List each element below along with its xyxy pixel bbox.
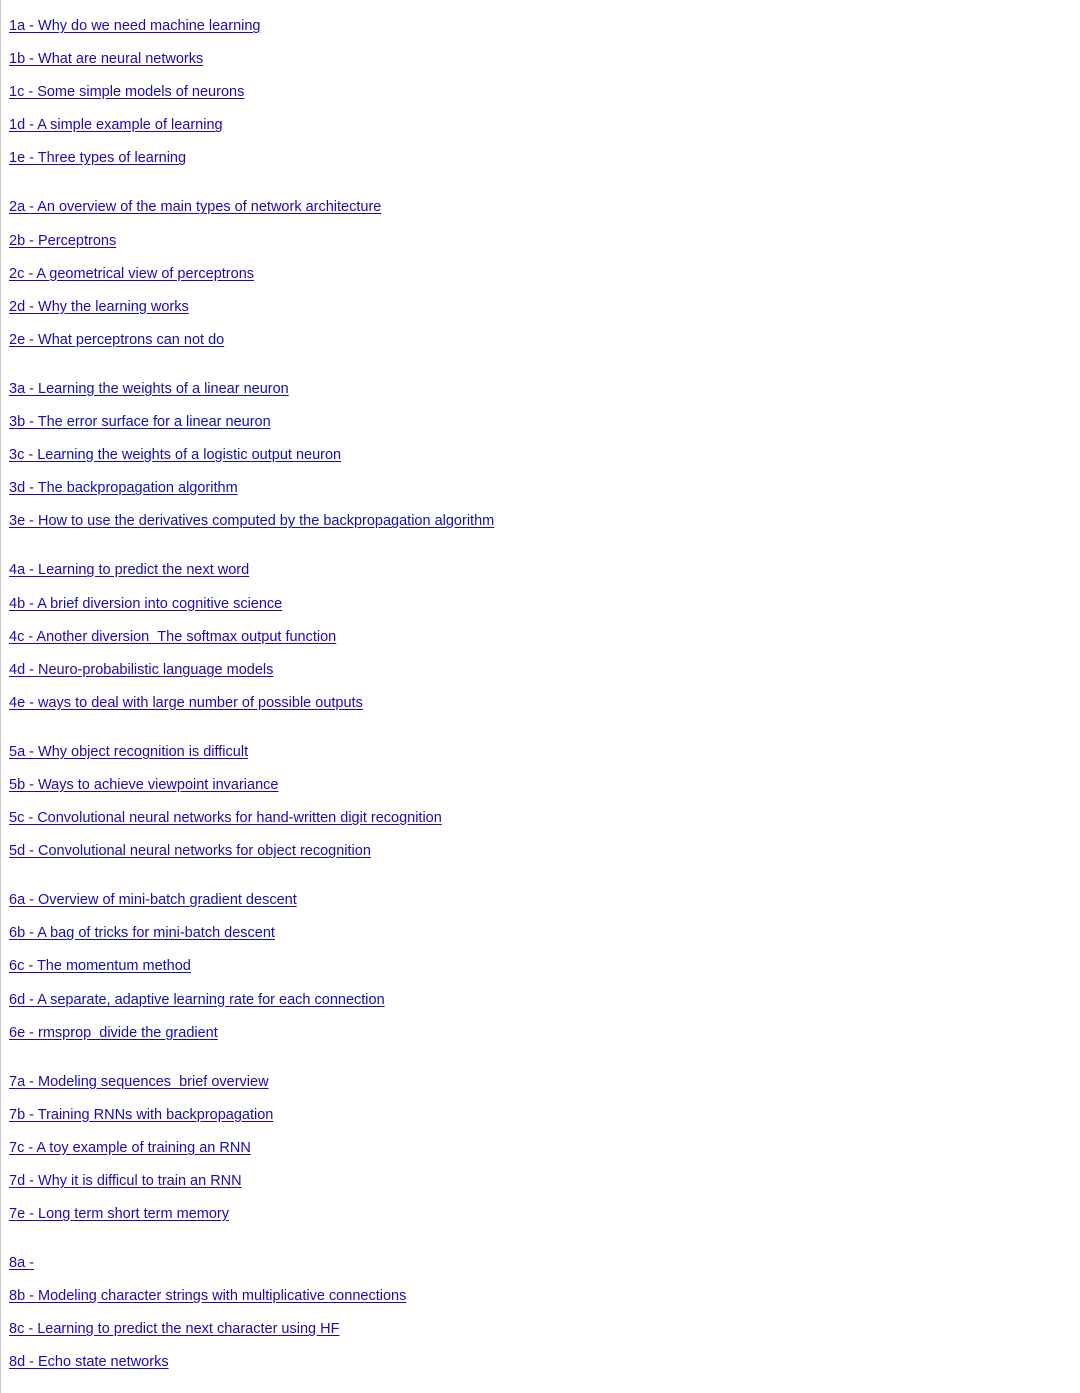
lecture-link-7b[interactable]: 7b - Training RNNs with backpropagation <box>9 1106 274 1123</box>
lecture-link-4b[interactable]: 4b - A brief diversion into cognitive science <box>9 595 283 612</box>
lecture-link-2b[interactable]: 2b - Perceptrons <box>9 232 117 249</box>
lecture-link-8d[interactable]: 8d - Echo state networks <box>9 1354 169 1371</box>
lecture-link-6d[interactable]: 6d - A separate, adaptive learning rate for each connection <box>9 991 385 1008</box>
lecture-link-6e[interactable]: 6e - rmsprop_divide the gradient <box>9 1024 218 1041</box>
lecture-link-5b[interactable]: 5b - Ways to achieve viewpoint invariance <box>9 776 279 793</box>
lecture-link-3e[interactable]: 3e - How to use the derivatives computed by the backpropagation algorithm <box>9 513 495 530</box>
lecture-link-4c[interactable]: 4c - Another diversion_The softmax output function <box>9 628 337 645</box>
lecture-link-2a[interactable]: 2a - An overview of the main types of network architecture <box>9 199 382 216</box>
lecture-group-8 <box>9 1252 494 1384</box>
lecture-link-3a[interactable]: 3a - Learning the weights of a linear neuron <box>9 380 289 397</box>
lecture-link-8b[interactable]: 8b - Modeling character strings with multiplicative connections <box>9 1288 407 1305</box>
lecture-link-8a[interactable]: 8a - <box>9 1255 34 1272</box>
lecture-link-7d[interactable]: 7d - Why it is difficul to train an RNN <box>9 1173 242 1189</box>
lecture-link-7c[interactable]: 7c - A toy example of training an RNN <box>9 1139 251 1156</box>
lecture-group-7 <box>9 1071 494 1236</box>
lecture-link-list <box>9 15 494 1385</box>
lecture-group-2 <box>9 196 494 361</box>
lecture-link-2c[interactable]: 2c - A geometrical view of perceptrons <box>9 265 255 282</box>
lecture-group-3 <box>9 378 494 543</box>
lecture-link-4d[interactable]: 4d - Neuro-probabilistic language models <box>9 661 274 678</box>
lecture-link-7e[interactable]: 7e - Long term short term memory <box>9 1206 229 1223</box>
lecture-link-3d[interactable]: 3d - The backpropagation algorithm <box>9 480 238 497</box>
lecture-link-6c[interactable]: 6c - The momentum method <box>9 958 191 975</box>
lecture-link-2e[interactable]: 2e - What perceptrons can not do <box>9 331 225 348</box>
lecture-link-1c[interactable]: 1c - Some simple models of neurons <box>9 84 245 101</box>
lecture-link-5c[interactable]: 5c - Convolutional neural networks for hand-written digit recognition <box>9 810 442 827</box>
lecture-link-1e[interactable]: 1e - Three types of learning <box>9 150 187 167</box>
lecture-link-6b[interactable]: 6b - A bag of tricks for mini-batch descent <box>9 925 275 942</box>
lecture-link-3b[interactable]: 3b - The error surface for a linear neuron <box>9 414 271 431</box>
lecture-group-5 <box>9 741 494 873</box>
lecture-link-8c[interactable]: 8c - Learning to predict the next character using HF <box>9 1321 340 1338</box>
lecture-group-6 <box>9 889 494 1054</box>
lecture-group-1 <box>9 15 494 180</box>
left-border <box>0 0 1 1393</box>
lecture-link-1b[interactable]: 1b - What are neural networks <box>9 51 204 68</box>
lecture-link-3c[interactable]: 3c - Learning the weights of a logistic output neuron <box>9 447 342 464</box>
lecture-link-2d[interactable]: 2d - Why the learning works <box>9 298 189 315</box>
lecture-link-5d[interactable]: 5d - Convolutional neural networks for object recognition <box>9 843 371 860</box>
lecture-group-4 <box>9 559 494 724</box>
lecture-link-4a[interactable]: 4a - Learning to predict the next word <box>9 562 250 579</box>
lecture-link-6a[interactable]: 6a - Overview of mini-batch gradient descent <box>9 892 297 909</box>
lecture-link-7a[interactable]: 7a - Modeling sequences_brief overview <box>9 1073 269 1090</box>
lecture-link-4e[interactable]: 4e - ways to deal with large number of possible outputs <box>9 694 363 711</box>
lecture-link-1a[interactable]: 1a - Why do we need machine learning <box>9 18 261 34</box>
lecture-link-1d[interactable]: 1d - A simple example of learning <box>9 117 223 134</box>
lecture-link-5a[interactable]: 5a - Why object recognition is difficult <box>9 743 249 760</box>
